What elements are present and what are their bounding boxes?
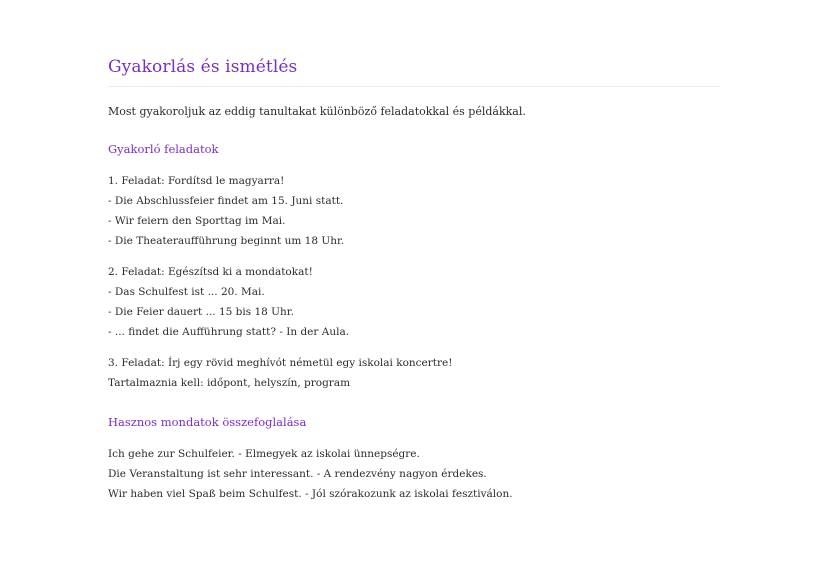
exercises-heading: Gyakorló feladatok	[108, 142, 219, 156]
summary-line: Ich gehe zur Schulfeier. - Elmegyek az iskolai ünnepségre.	[108, 448, 420, 460]
task-2-title: 2. Feladat: Egészítsd ki a mondatokat!	[108, 266, 313, 278]
task-3	[108, 353, 720, 393]
summary-block	[108, 444, 720, 504]
task-3-line: Tartalmaznia kell: időpont, helyszín, program	[108, 377, 351, 389]
task-1-line: - Wir feiern den Sporttag im Mai.	[108, 215, 286, 227]
summary-heading: Hasznos mondatok összefoglalása	[108, 415, 307, 429]
task-2-line: - Die Feier dauert ... 15 bis 18 Uhr.	[108, 306, 294, 318]
intro-paragraph: Most gyakoroljuk az eddig tanultakat különböző feladatokkal és példákkal.	[108, 105, 526, 118]
task-2	[108, 262, 720, 342]
task-3-title: 3. Feladat: Írj egy rövid meghívót németül egy iskolai koncertre!	[108, 357, 453, 369]
task-1-title: 1. Feladat: Fordítsd le magyarra!	[108, 175, 285, 187]
page-title: Gyakorlás és ismétlés	[108, 56, 720, 87]
summary-line: Die Veranstaltung ist sehr interessant. - A rendezvény nagyon érdekes.	[108, 468, 487, 480]
task-1-line: - Die Abschlussfeier findet am 15. Juni statt.	[108, 195, 344, 207]
task-2-line: - ... findet die Aufführung statt? - In der Aula.	[108, 326, 350, 338]
summary-line: Wir haben viel Spaß beim Schulfest. - Jól szórakozunk az iskolai fesztiválon.	[108, 488, 513, 500]
document-content	[108, 56, 720, 504]
task-2-line: - Das Schulfest ist ... 20. Mai.	[108, 286, 265, 298]
task-1-line: - Die Theateraufführung beginnt um 18 Uhr.	[108, 235, 345, 247]
task-1	[108, 171, 720, 251]
